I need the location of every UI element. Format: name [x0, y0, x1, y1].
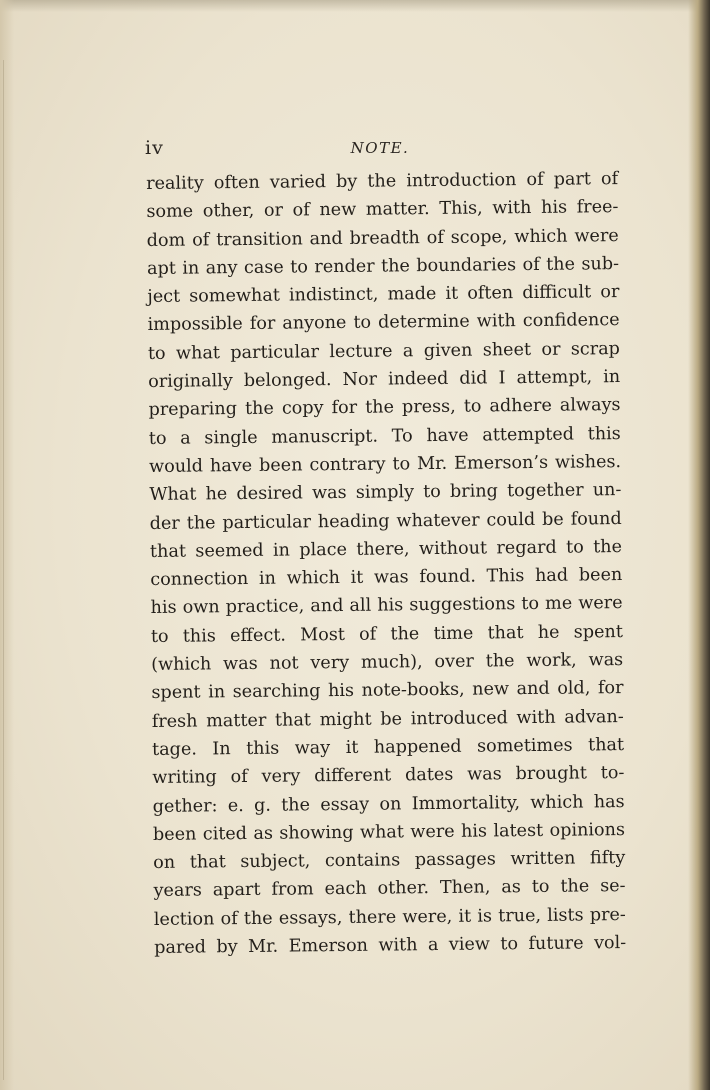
text-line: originally belonged. Nor indeed did I attempt, in [148, 367, 621, 393]
page-header [145, 137, 615, 165]
text-line: apt in any case to render the boundaries of the sub- [146, 253, 620, 279]
text-line: What he desired was simply to bring together un- [149, 480, 622, 506]
text-line: to this effect. Most of the time that he spent [150, 621, 623, 647]
text-line: some other, or of new matter. This, with his free- [146, 197, 619, 223]
text-line: tage. In this way it happened sometimes that [151, 734, 625, 760]
text-line: spent in searching his note-books, new and old, for [151, 678, 624, 704]
text-line: dom of transition and breadth of scope, which were [146, 225, 619, 251]
text-line: preparing the copy for the press, to adhere always [148, 395, 621, 421]
text-line: that seemed in place there, without regard to the [149, 536, 623, 562]
text-line: writing of very different dates was brought to- [152, 763, 625, 789]
text-line: would have been contrary to Mr. Emerson’s wishes. [149, 452, 622, 477]
text-line: been cited as showing what were his latest opinions [152, 819, 626, 845]
text-line: years apart from each other. Then, as to the se- [153, 876, 626, 902]
text-line: gether: e. g. the essay on Immortality, which has [152, 791, 625, 817]
text-line: reality often varied by the introduction of part of [146, 169, 619, 194]
text-line: to a single manuscript. To have attempted this [148, 423, 621, 449]
body-text [146, 165, 626, 962]
text-line: lection of the essays, there were, it is true, lists pre- [153, 904, 626, 930]
text-line: his own practice, and all his suggestions to me were [150, 593, 623, 619]
text-line: connection in which it was found. This had been [150, 565, 623, 591]
page-top-shadow [0, 0, 710, 12]
text-line: der the particular heading whatever could be found [149, 508, 622, 534]
page-left-gutter-line [3, 60, 4, 1080]
page-number: iv [145, 137, 164, 159]
text-line: (which was not very much), over the work, was [151, 650, 624, 676]
text-line: to what particular lecture a given sheet or scrap [147, 338, 621, 364]
text-line: fresh matter that might be introduced with advan- [151, 706, 624, 732]
page-right-spine-edge [688, 0, 710, 1090]
text-line: pared by Mr. Emerson with a view to future vol- [154, 933, 627, 958]
running-head: NOTE. [350, 139, 410, 157]
text-line: on that subject, contains passages written fifty [153, 848, 626, 874]
text-line: ject somewhat indistinct, made it often difficult or [147, 282, 620, 308]
text-line: impossible for anyone to determine with confidence [147, 310, 620, 336]
